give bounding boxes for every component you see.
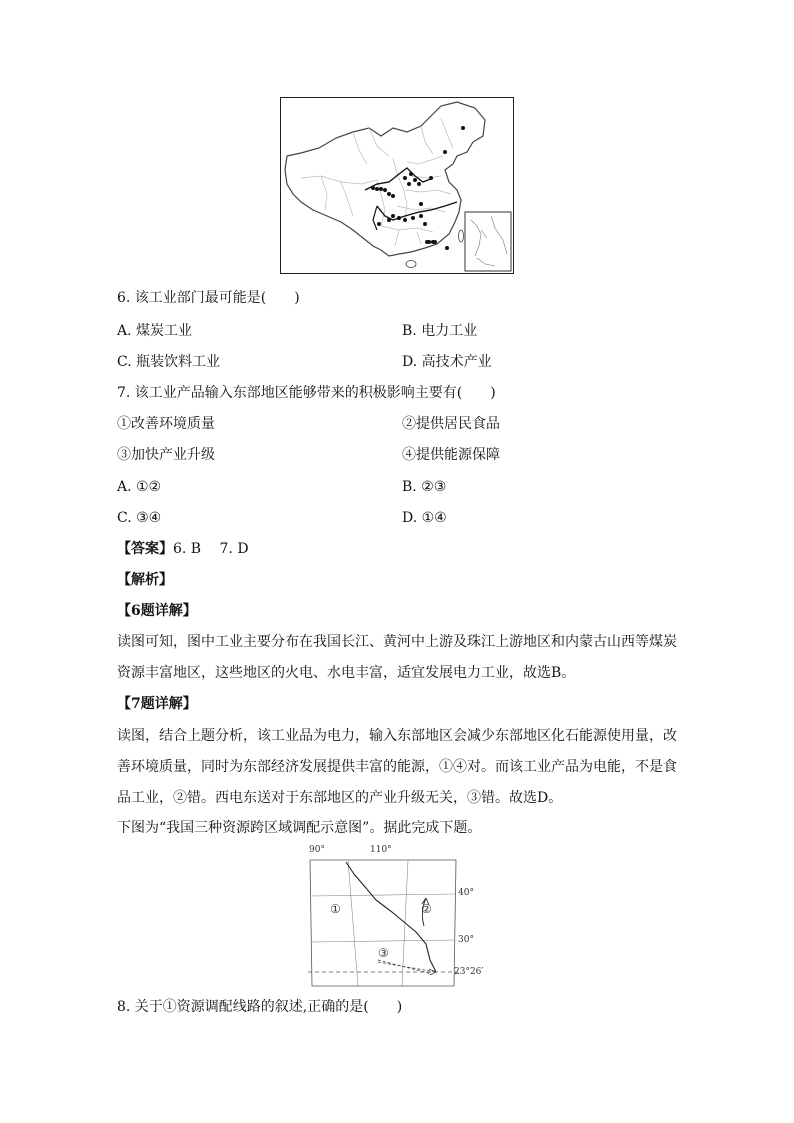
resource-transfer-map xyxy=(308,845,484,988)
q7-item-2: ②提供居民食品 xyxy=(402,416,500,432)
route-label-3: ③ xyxy=(378,946,389,960)
q7-option-d: D. ①④ xyxy=(402,510,447,526)
analysis-label: 【解析】 xyxy=(117,572,173,588)
q6-option-c: C. 瓶装饮料工业 xyxy=(117,354,221,370)
answer-label: 【答案】 xyxy=(117,541,173,557)
q7-option-a: A. ①② xyxy=(117,479,162,495)
route-label-1: ① xyxy=(330,902,341,916)
question-8: 8. 关于①资源调配线路的叙述,正确的是( ) xyxy=(117,999,403,1015)
answer-text: 6. B 7. D xyxy=(173,541,249,557)
q6-option-d: D. 高技术产业 xyxy=(402,354,492,370)
lat-label-23-26: 23°26′ xyxy=(454,967,484,977)
answer-line xyxy=(117,539,249,559)
detail-7-text: 读图，结合上题分析，该工业品为电力，输入东部地区会减少东部地区化石能源使用量，改善环境质量，同时为东部经济发展提供丰富的能源，①④对。而该工业产品为电能，不是食品工业，②错。西电东送对于东部地区的产业升级无关，③错。故选D。 xyxy=(117,728,677,806)
china-industry-map xyxy=(280,97,514,274)
q7-item-4: ④提供能源保障 xyxy=(402,447,500,463)
lon-label-90: 90° xyxy=(309,845,325,855)
intro-text: 下图为“我国三种资源跨区域调配示意图”。据此完成下题。 xyxy=(117,820,482,836)
resource-transfer-figure xyxy=(308,848,460,988)
lon-label-110: 110° xyxy=(370,845,392,855)
detail-6-text: 读图可知，图中工业主要分布在我国长江、黄河中上游及珠江上游地区和内蒙古山西等煤炭资源丰富地区，这些地区的火电、水电丰富，适宜发展电力工业，故选B。 xyxy=(117,634,677,681)
detail-7-label: 【7题详解】 xyxy=(117,696,197,712)
q7-option-b: B. ②③ xyxy=(402,479,447,495)
china-map-figure xyxy=(281,98,512,272)
lat-label-30: 30° xyxy=(458,935,474,945)
q7-item-3: ③加快产业升级 xyxy=(117,447,215,463)
question-7: 7. 该工业产品输入东部地区能够带来的积极影响主要有( ) xyxy=(117,385,496,401)
q6-option-a: A. 煤炭工业 xyxy=(117,323,193,339)
detail-6-label: 【6题详解】 xyxy=(117,603,197,619)
route-label-2: ② xyxy=(421,902,432,916)
question-6: 6. 该工业部门最可能是( ) xyxy=(117,290,300,306)
lat-label-40: 40° xyxy=(458,888,474,898)
q7-option-c: C. ③④ xyxy=(117,510,162,526)
q7-item-1: ①改善环境质量 xyxy=(117,416,215,432)
q6-option-b: B. 电力工业 xyxy=(402,323,478,339)
